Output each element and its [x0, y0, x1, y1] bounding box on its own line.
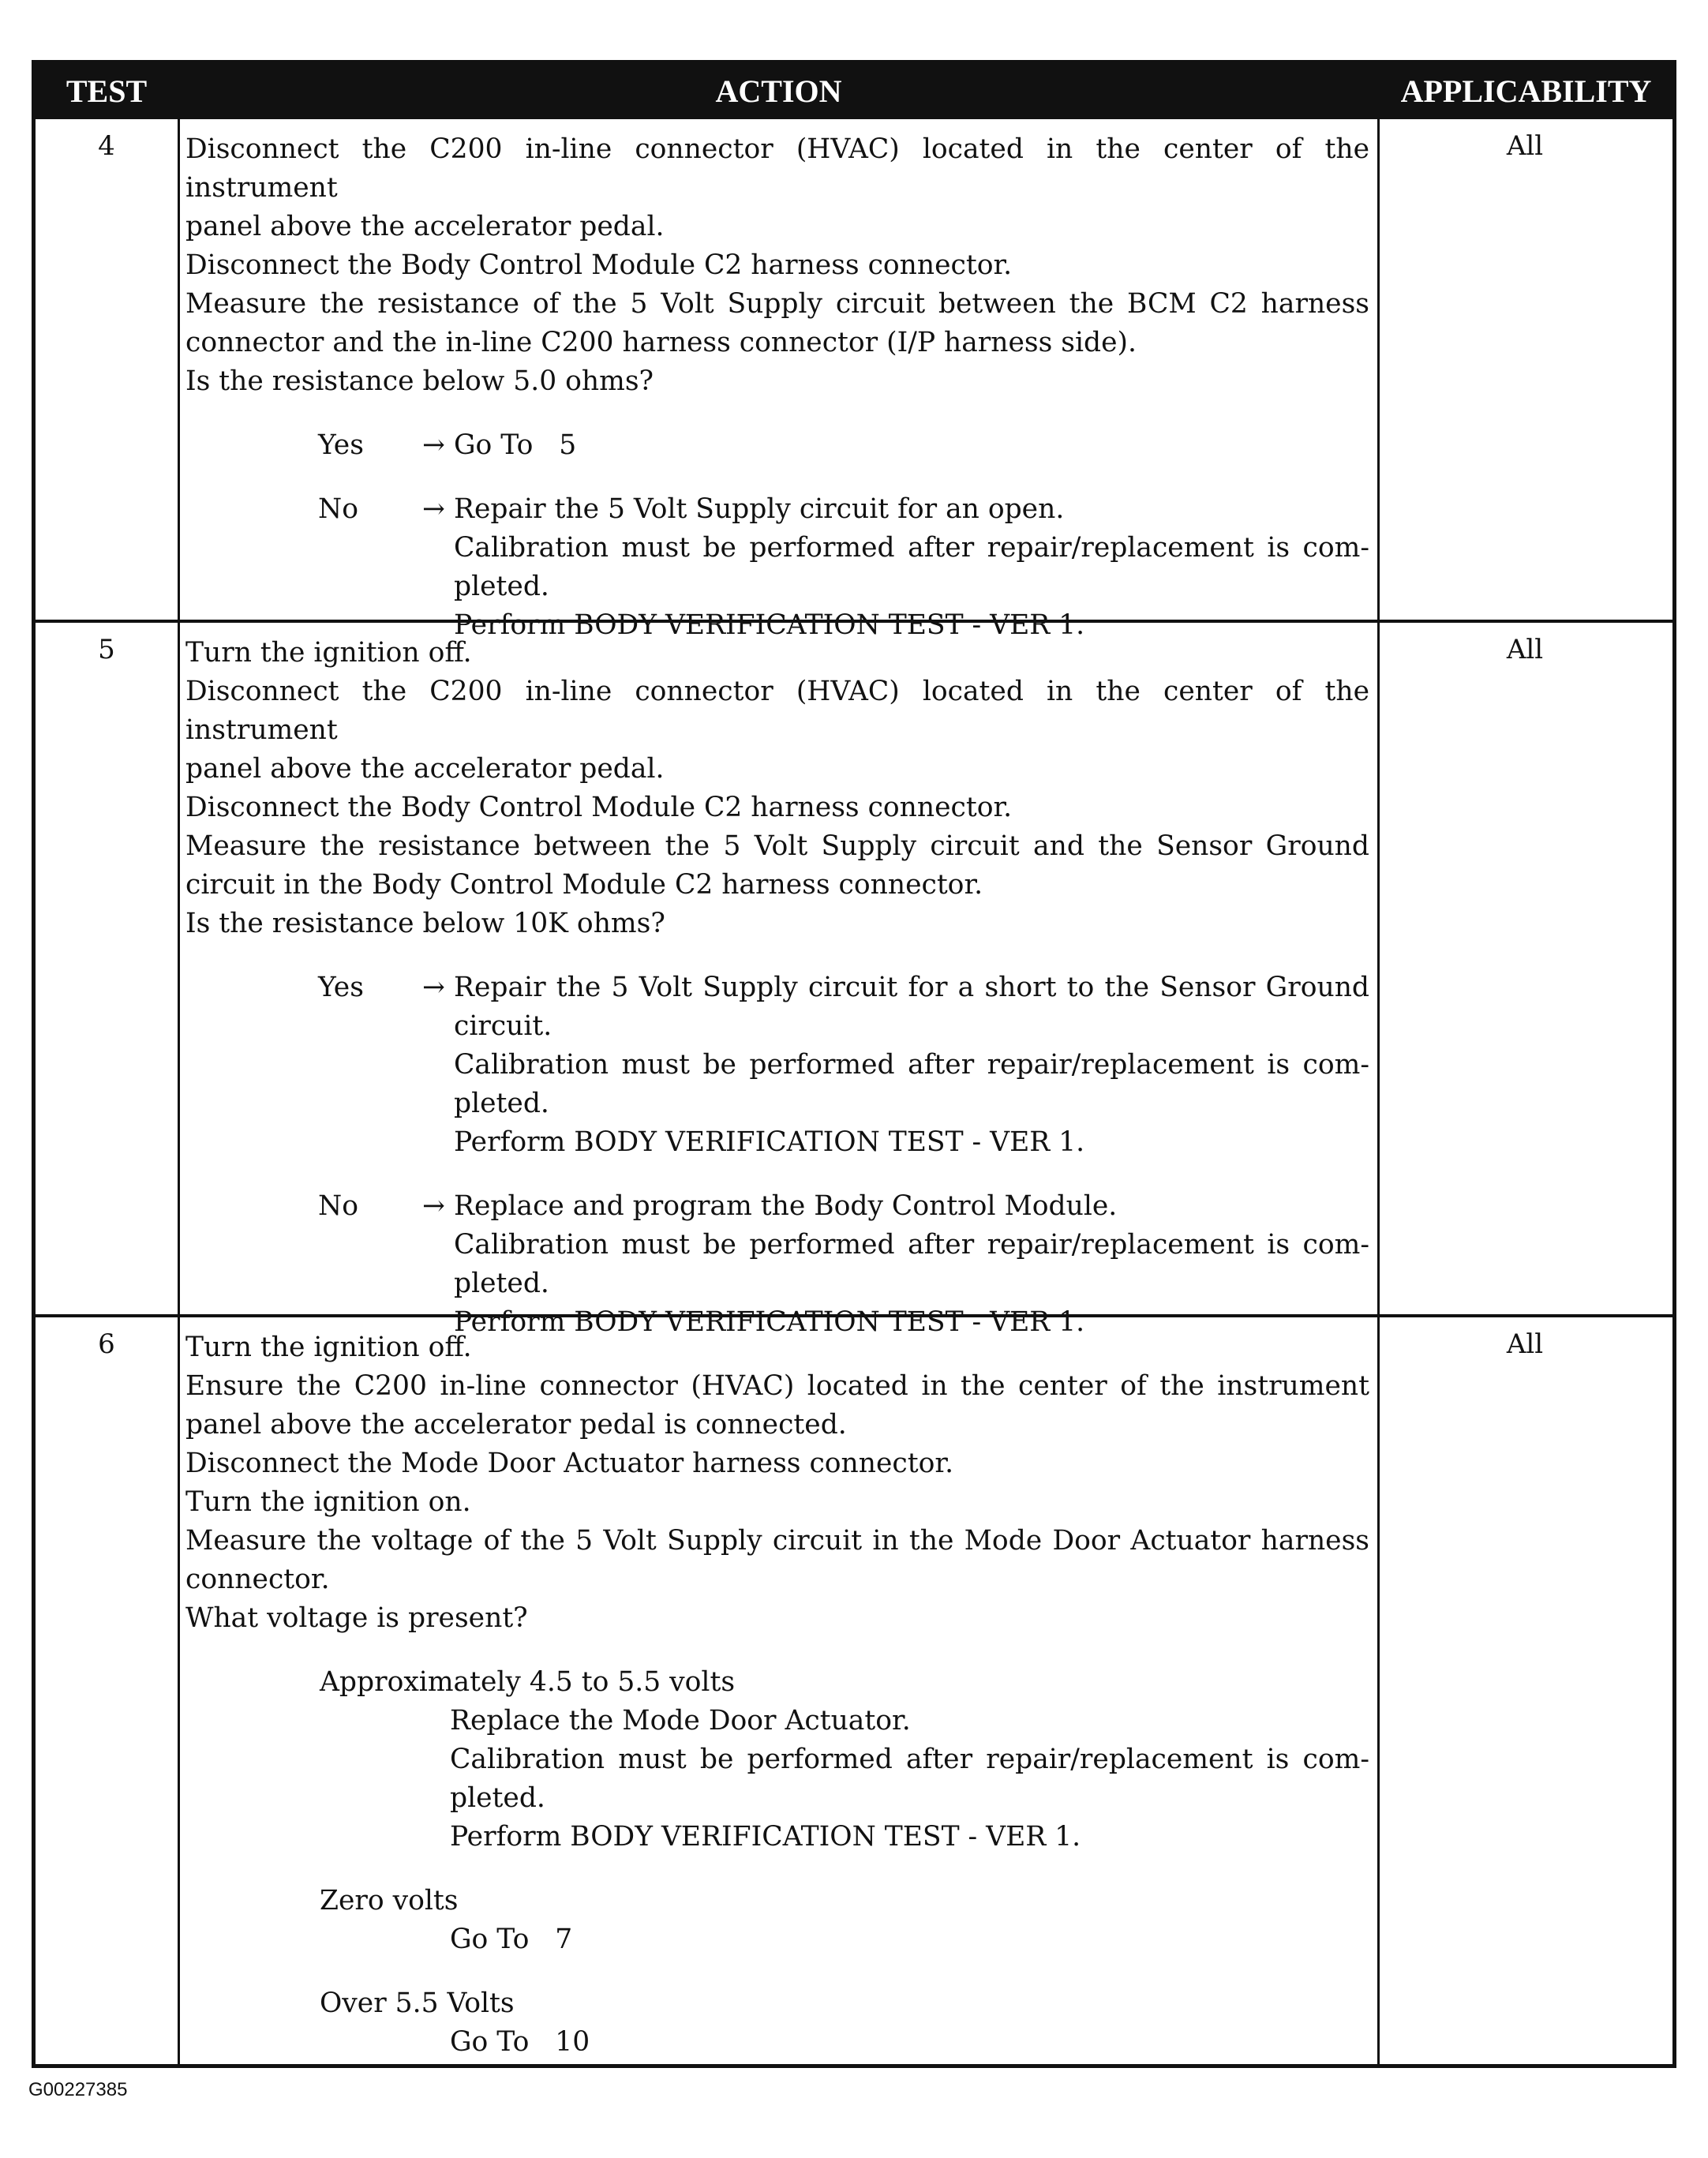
step-text: Is the resistance below 10K ohms?	[185, 908, 665, 939]
applicability-value: All	[1506, 130, 1544, 162]
step-text: Disconnect the Body Control Module C2 harness connector.	[185, 249, 1013, 281]
option-text: Repair the 5 Volt Supply circuit for a short to the Sensor Ground	[454, 972, 1369, 1003]
step-text: Measure the resistance between the 5 Volt Supply circuit and the Sensor Ground	[185, 830, 1369, 862]
option-text: pleted.	[454, 571, 549, 602]
option-label: Yes	[318, 972, 364, 1003]
option-label: No	[318, 493, 358, 525]
diagnostic-test-table	[32, 60, 1676, 2068]
answer-option-yes	[185, 968, 1369, 1162]
step-text: Measure the resistance of the 5 Volt Supply circuit between the BCM C2 harness	[185, 288, 1369, 320]
voltage-option-label: Over 5.5 Volts	[320, 1988, 515, 2019]
option-text: Repair the 5 Volt Supply circuit for an open.	[454, 493, 1065, 525]
test-number: 5	[98, 634, 115, 665]
voltage-option-label: Approximately 4.5 to 5.5 volts	[320, 1666, 736, 1698]
option-text: Perform BODY VERIFICATION TEST - VER 1.	[450, 1821, 1081, 1853]
option-text: Calibration must be performed after repair/replacement is com-	[450, 1744, 1369, 1775]
option-label: No	[318, 1190, 358, 1222]
step-text: panel above the accelerator pedal.	[185, 211, 665, 242]
action-cell	[185, 130, 1369, 645]
voltage-option	[185, 1984, 1369, 2062]
applicability-value: All	[1506, 1328, 1544, 1360]
arrow-icon: →	[422, 493, 445, 525]
option-text: Go To 7	[450, 1924, 573, 1955]
option-text: Calibration must be performed after repair/replacement is com-	[454, 1049, 1369, 1081]
step-text: panel above the accelerator pedal is connected.	[185, 1409, 847, 1441]
action-cell	[185, 634, 1369, 1342]
table-row	[36, 620, 1672, 1338]
step-text: connector.	[185, 1564, 330, 1595]
step-text: Measure the voltage of the 5 Volt Supply circuit in the Mode Door Actuator harness	[185, 1525, 1369, 1557]
voltage-option	[185, 1663, 1369, 1856]
header-action: ACTION	[715, 73, 842, 109]
step-text: panel above the accelerator pedal.	[185, 753, 665, 785]
option-text: Perform BODY VERIFICATION TEST - VER 1.	[454, 1126, 1085, 1158]
table-row	[36, 119, 1672, 641]
option-text: Perform BODY VERIFICATION TEST - VER 1.	[454, 1306, 1085, 1338]
option-text: Replace and program the Body Control Module.	[454, 1190, 1118, 1222]
step-text: Disconnect the Body Control Module C2 harness connector.	[185, 792, 1013, 823]
option-text: Calibration must be performed after repair/replacement is com-	[454, 532, 1369, 564]
step-text: Ensure the C200 in-line connector (HVAC) located in the center of the instrument	[185, 1370, 1369, 1402]
voltage-option	[185, 1882, 1369, 1959]
answer-option-yes	[185, 426, 1369, 465]
step-text: circuit in the Body Control Module C2 harness connector.	[185, 869, 983, 901]
step-text: Disconnect the Mode Door Actuator harness connector.	[185, 1448, 954, 1479]
step-text: Is the resistance below 5.0 ohms?	[185, 365, 654, 397]
header-applicability: APPLICABILITY	[1400, 73, 1652, 109]
step-text: Turn the ignition off.	[185, 1332, 472, 1363]
arrow-icon: →	[422, 972, 445, 1003]
option-text: pleted.	[450, 1782, 545, 1814]
test-number: 6	[98, 1328, 115, 1360]
option-text: Replace the Mode Door Actuator.	[450, 1705, 911, 1737]
step-text: Turn the ignition off.	[185, 637, 472, 669]
option-text: Go To 10	[450, 2026, 590, 2058]
step-text: What voltage is present?	[185, 1602, 528, 1634]
step-text: Disconnect the C200 in-line connector (HVAC) located in the center of the instrument	[185, 133, 1369, 204]
arrow-icon: →	[422, 1190, 445, 1222]
applicability-value: All	[1506, 634, 1544, 665]
voltage-option-label: Zero volts	[320, 1885, 459, 1916]
step-text: connector and the in-line C200 harness connector (I/P harness side).	[185, 327, 1137, 358]
option-text: pleted.	[454, 1268, 549, 1299]
table-header	[36, 64, 1672, 119]
arrow-icon: →	[422, 429, 445, 461]
figure-id: G00227385	[28, 2079, 128, 2100]
option-label: Yes	[318, 429, 364, 461]
option-text: circuit.	[454, 1010, 552, 1042]
test-number: 4	[98, 130, 115, 162]
header-test: TEST	[66, 73, 148, 109]
action-cell	[185, 1328, 1369, 2062]
option-text: Calibration must be performed after repair/replacement is com-	[454, 1229, 1369, 1261]
option-text: Perform BODY VERIFICATION TEST - VER 1.	[454, 609, 1085, 641]
step-text: Turn the ignition on.	[185, 1486, 471, 1518]
step-text: Disconnect the C200 in-line connector (HVAC) located in the center of the instrument	[185, 676, 1369, 746]
table-row	[36, 1314, 1672, 2064]
option-text: Go To 5	[454, 429, 577, 461]
option-text: pleted.	[454, 1088, 549, 1119]
